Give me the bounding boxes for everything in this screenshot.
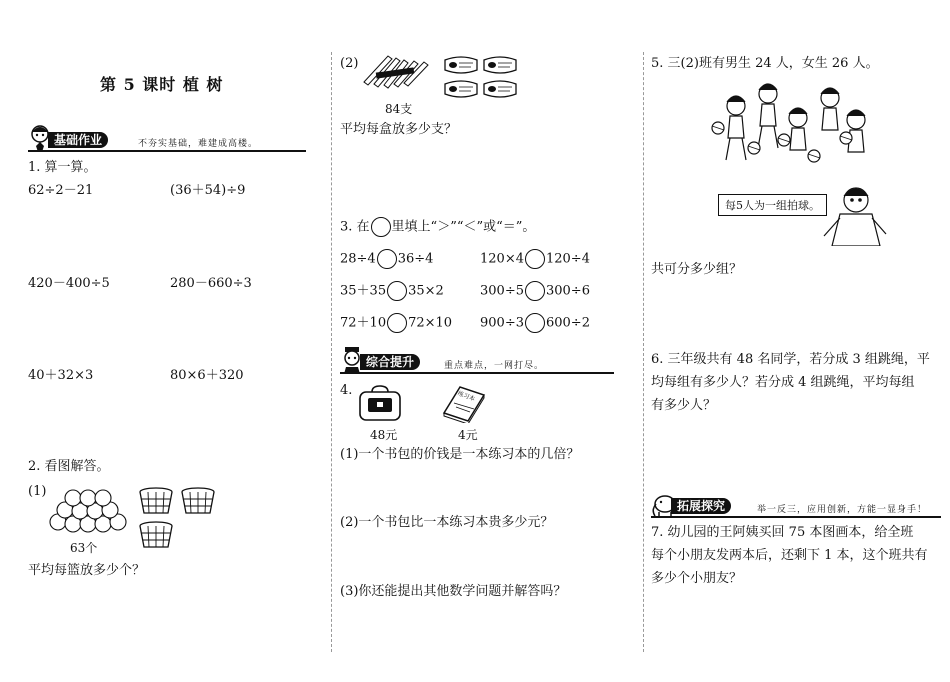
q3-expr: 72×10 bbox=[408, 315, 453, 331]
q2-p2-question: 平均每盒放多少支？ bbox=[340, 122, 458, 137]
answer-circle-input[interactable] bbox=[387, 281, 407, 301]
q3-expr: 120×4 bbox=[480, 251, 524, 267]
basket-icon bbox=[180, 486, 216, 516]
q4-book-price: 4元 bbox=[458, 428, 478, 442]
q1-item-1: 62÷2－21 bbox=[28, 183, 94, 198]
q3-expr: 300÷6 bbox=[545, 283, 590, 299]
q2-p1-question: 平均每篮放多少个？ bbox=[28, 563, 146, 578]
q2-p2-caption: 84支 bbox=[385, 102, 413, 116]
pencil-box-icon bbox=[482, 78, 518, 100]
q3-row-1b bbox=[480, 249, 590, 269]
q3-row-3a bbox=[340, 313, 452, 333]
q4-sub2: (2)一个书包比一本练习本贵多少元？ bbox=[340, 515, 554, 530]
q5-question: 共可分多少组？ bbox=[651, 262, 743, 277]
q7-line1: 7. 幼儿园的王阿姨买回 75 本图画本，给全班 bbox=[651, 525, 914, 540]
pencil-box-icon bbox=[443, 78, 479, 100]
q3-expr: 36÷4 bbox=[397, 251, 434, 267]
q4-bag-price: 48元 bbox=[370, 428, 398, 442]
children-playing-ball-image bbox=[706, 76, 876, 172]
answer-circle-input[interactable] bbox=[387, 313, 407, 333]
pencil-box-icon bbox=[482, 54, 518, 76]
q5-text: 5. 三(2)班有男生 24 人，女生 26 人。 bbox=[651, 56, 879, 71]
q3-row-2a bbox=[340, 281, 444, 301]
basket-icon bbox=[138, 520, 174, 550]
section-label-comprehensive: 综合提升 bbox=[360, 354, 420, 370]
answer-circle-icon bbox=[371, 217, 391, 237]
schoolbag-icon bbox=[356, 384, 404, 424]
q1-item-5: 40＋32×3 bbox=[28, 368, 94, 383]
section-label-extension: 拓展探究 bbox=[671, 498, 731, 514]
q3-expr: 600÷2 bbox=[545, 315, 590, 331]
q1-item-3: 420－400÷5 bbox=[28, 276, 110, 291]
q4-label: 4. bbox=[340, 383, 353, 398]
pencil-bundle-image bbox=[358, 52, 434, 92]
q3-expr: 35＋35 bbox=[340, 283, 387, 299]
q4-sub3: (3)你还能提出其他数学问题并解答吗？ bbox=[340, 584, 567, 599]
section-motto-basic: 不夯实基础，难建成高楼。 bbox=[138, 139, 259, 149]
q3-expr: 900÷3 bbox=[480, 315, 524, 331]
basket-icon bbox=[138, 486, 174, 516]
q3-expr: 300÷5 bbox=[480, 283, 524, 299]
q3-row-1a bbox=[340, 249, 433, 269]
q1-item-2: (36＋54)÷9 bbox=[170, 183, 246, 198]
apple-pile-image bbox=[46, 484, 130, 534]
q3-expr: 120÷4 bbox=[545, 251, 590, 267]
q7-line2: 每个小朋友发两本后，还剩下 1 本，这个班共有 bbox=[651, 548, 928, 563]
q2-p1-caption: 63个 bbox=[70, 541, 98, 555]
q7-line3: 多少个小朋友？ bbox=[651, 571, 743, 586]
section-label-basic: 基础作业 bbox=[48, 132, 108, 148]
q1-item-4: 280－660÷3 bbox=[170, 276, 252, 291]
q3-row-2b bbox=[480, 281, 590, 301]
section-rule bbox=[28, 150, 306, 152]
teacher-figure-image bbox=[820, 180, 892, 246]
section-rule bbox=[651, 516, 941, 518]
q2-heading: 2. 看图解答。 bbox=[28, 459, 110, 474]
q3-expr: 72＋10 bbox=[340, 315, 387, 331]
section-motto-extension: 举一反三，应用创新，方能一显身手！ bbox=[757, 505, 928, 515]
q6-line1: 6. 三年级共有 48 名同学，若分成 3 组跳绳，平 bbox=[651, 352, 930, 367]
section-rule bbox=[340, 372, 614, 374]
q2-p2-label: (2) bbox=[340, 56, 359, 71]
q3-heading-text: 3. 在 bbox=[340, 219, 370, 235]
column-divider-2 bbox=[643, 52, 644, 652]
q3-row-3b bbox=[480, 313, 590, 333]
q2-p1-label: (1) bbox=[28, 484, 47, 499]
q1-heading: 1. 算一算。 bbox=[28, 160, 97, 175]
answer-circle-input[interactable] bbox=[525, 249, 545, 269]
q4-book-cover-text: 练习本 bbox=[456, 390, 476, 403]
q6-line2: 均每组有多少人？若分成 4 组跳绳，平均每组 bbox=[651, 375, 915, 390]
answer-circle-input[interactable] bbox=[525, 313, 545, 333]
q3-expr: 35×2 bbox=[408, 283, 444, 299]
section-banner-extension bbox=[651, 494, 941, 518]
q3-heading bbox=[340, 217, 535, 237]
q5-speech-bubble: 每5人为一组拍球。 bbox=[718, 194, 827, 216]
q4-sub1: (1)一个书包的价钱是一本练习本的几倍？ bbox=[340, 447, 580, 462]
lesson-title: 第 5 课时 植 树 bbox=[100, 75, 224, 94]
answer-circle-input[interactable] bbox=[377, 249, 397, 269]
pencil-box-icon bbox=[443, 54, 479, 76]
section-motto-comprehensive: 重点难点，一网打尽。 bbox=[444, 361, 545, 371]
q1-item-6: 80×6＋320 bbox=[170, 368, 244, 383]
q3-heading-tail: 里填上“＞”“＜”或“＝”。 bbox=[391, 219, 536, 235]
section-banner-comprehensive bbox=[340, 350, 616, 374]
column-divider-1 bbox=[331, 52, 332, 652]
q6-line3: 有多少人？ bbox=[651, 398, 717, 413]
q3-expr: 28÷4 bbox=[340, 251, 376, 267]
section-banner-basic bbox=[28, 128, 308, 152]
answer-circle-input[interactable] bbox=[525, 281, 545, 301]
